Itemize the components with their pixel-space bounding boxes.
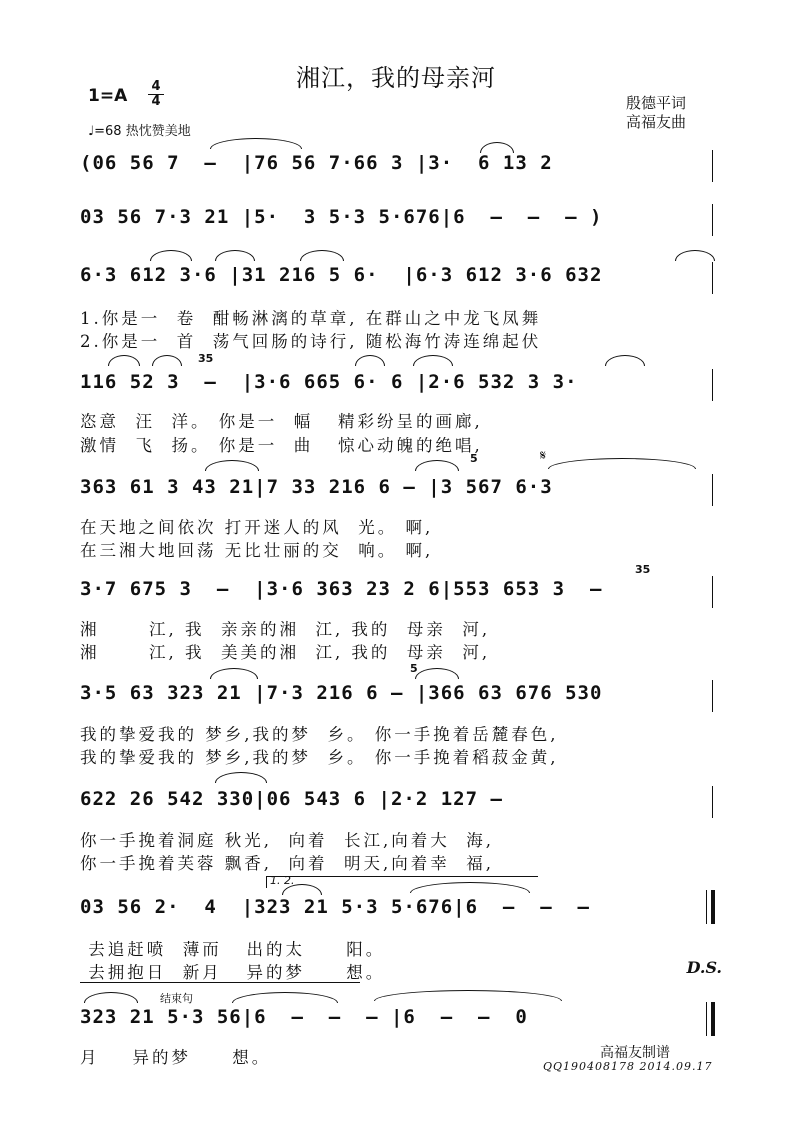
- time-top: 4: [151, 79, 161, 94]
- slur-arc: [605, 355, 645, 366]
- grace-note: 5: [410, 662, 418, 675]
- slur-arc: [215, 250, 255, 261]
- slur-arc: [215, 772, 267, 783]
- lyric-verse-2: 去拥抱日 新月 异的梦 想。: [80, 963, 386, 982]
- ending-label: 结束句: [160, 992, 193, 1005]
- tempo-marking: ♩=68 热忱赞美地: [88, 124, 191, 139]
- contact-info: QQ190408178 2014.09.17: [543, 1060, 713, 1073]
- notes-system-9: 03 56 2· 4 |323 21 5·3 5·676|6 – – –: [80, 896, 590, 918]
- slur-arc: [84, 992, 138, 1003]
- barline: [712, 786, 713, 818]
- ds-marking: D.S.: [686, 958, 722, 977]
- volta-bracket: [266, 876, 538, 877]
- slur-arc: [355, 355, 385, 366]
- slur-arc: [675, 250, 715, 261]
- final-barline: [706, 1002, 715, 1036]
- slur-arc: [232, 992, 338, 1003]
- slur-arc: [410, 882, 530, 893]
- barline: [712, 150, 713, 182]
- lyric-ending: 月 异的梦 想。: [80, 1048, 272, 1067]
- lyric-verse-1: 恣意 汪 洋。 你是一 幅 精彩纷呈的画廊,: [80, 412, 483, 431]
- slur-arc: [300, 250, 344, 261]
- notes-system-8: 622 26 542 330|06 543 6 |2·2 127 –: [80, 788, 503, 810]
- composer-credit: 高福友曲: [626, 113, 687, 131]
- lyric-verse-1: 去追赶喷 薄而 出的太 阳。: [80, 940, 386, 959]
- lyricist-credit: 殷德平词: [626, 94, 687, 112]
- notes-system-5: 363 61 3 43 21|7 33 216 6 – |3 567 6·3: [80, 476, 553, 498]
- repeat-barline: [706, 890, 715, 924]
- slur-arc: [210, 668, 258, 679]
- grace-note: 35: [635, 563, 651, 576]
- barline: [712, 204, 713, 236]
- notes-system-3: 6·3 612 3·6 |31 216 5 6· |6·3 612 3·6 632: [80, 264, 603, 286]
- ending-bracket: [80, 982, 360, 983]
- barline: [712, 680, 713, 712]
- lyric-verse-2: 2.你是一 首 荡气回肠的诗行, 随松海竹涛连绵起伏: [80, 332, 542, 351]
- song-title: 湘江，我的母亲河: [296, 64, 496, 92]
- notes-system-2: 03 56 7·3 21 |5· 3 5·3 5·676|6 – – – ): [80, 206, 603, 228]
- slur-arc: [548, 458, 696, 469]
- notes-system-10: 323 21 5·3 56|6 – – – |6 – – 0: [80, 1006, 528, 1028]
- notes-system-6: 3·7 675 3 – |3·6 363 23 2 6|553 653 3 –: [80, 578, 603, 600]
- lyric-verse-1: 你一手挽着洞庭 秋光, 向着 长江,向着大 海,: [80, 831, 494, 850]
- lyric-verse-1: 我的挚爱我的 梦乡,我的梦 乡。 你一手挽着岳麓春色,: [80, 725, 559, 744]
- key-signature: 1=A: [88, 86, 128, 106]
- notes-system-4: 116 52 3 – |3·6 665 6· 6 |2·6 532 3 3·: [80, 371, 578, 393]
- barline: [712, 474, 713, 506]
- lyric-verse-1: 湘 江, 我 亲亲的湘 江, 我的 母亲 河,: [80, 620, 491, 639]
- lyric-verse-2: 我的挚爱我的 梦乡,我的梦 乡。 你一手挽着稻菽金黄,: [80, 748, 559, 767]
- tie-arc: [210, 138, 302, 149]
- lyric-verse-1: 1.你是一 卷 酣畅淋漓的草章, 在群山之中龙飞凤舞: [80, 309, 542, 328]
- volta-label: 1. 2.: [270, 874, 295, 887]
- slur-arc: [108, 355, 140, 366]
- arranger-credit: 高福友制谱: [600, 1045, 670, 1061]
- lyric-verse-2: 在三湘大地回荡 无比壮丽的交 响。 啊,: [80, 541, 434, 560]
- barline: [712, 369, 713, 401]
- lyric-verse-2: 激情 飞 扬。 你是一 曲 惊心动魄的绝唱,: [80, 436, 483, 455]
- notes-system-7: 3·5 63 323 21 |7·3 216 6 – |366 63 676 530: [80, 682, 603, 704]
- grace-note: 35: [198, 352, 214, 365]
- slur-arc: [205, 460, 259, 471]
- notes-system-1: (06 56 7 – |76 56 7·66 3 |3· 6 13 2: [80, 152, 553, 174]
- segno-icon: 𝄋: [540, 448, 547, 464]
- lyric-verse-2: 你一手挽着芙蓉 飘香, 向着 明天,向着幸 福,: [80, 854, 494, 873]
- time-signature: [148, 80, 164, 109]
- barline: [712, 262, 713, 294]
- time-bottom: 4: [151, 94, 161, 109]
- slur-arc: [413, 355, 453, 366]
- slur-arc: [150, 250, 192, 261]
- lyric-verse-1: 在天地之间依次 打开迷人的风 光。 啊,: [80, 518, 434, 537]
- slur-arc: [415, 668, 459, 679]
- volta-bracket-edge: [266, 876, 267, 888]
- slur-arc: [152, 355, 182, 366]
- slur-arc: [374, 990, 562, 1001]
- grace-note: 5: [470, 452, 478, 465]
- barline: [712, 576, 713, 608]
- slur-arc: [415, 460, 459, 471]
- lyric-verse-2: 湘 江, 我 美美的湘 江, 我的 母亲 河,: [80, 643, 491, 662]
